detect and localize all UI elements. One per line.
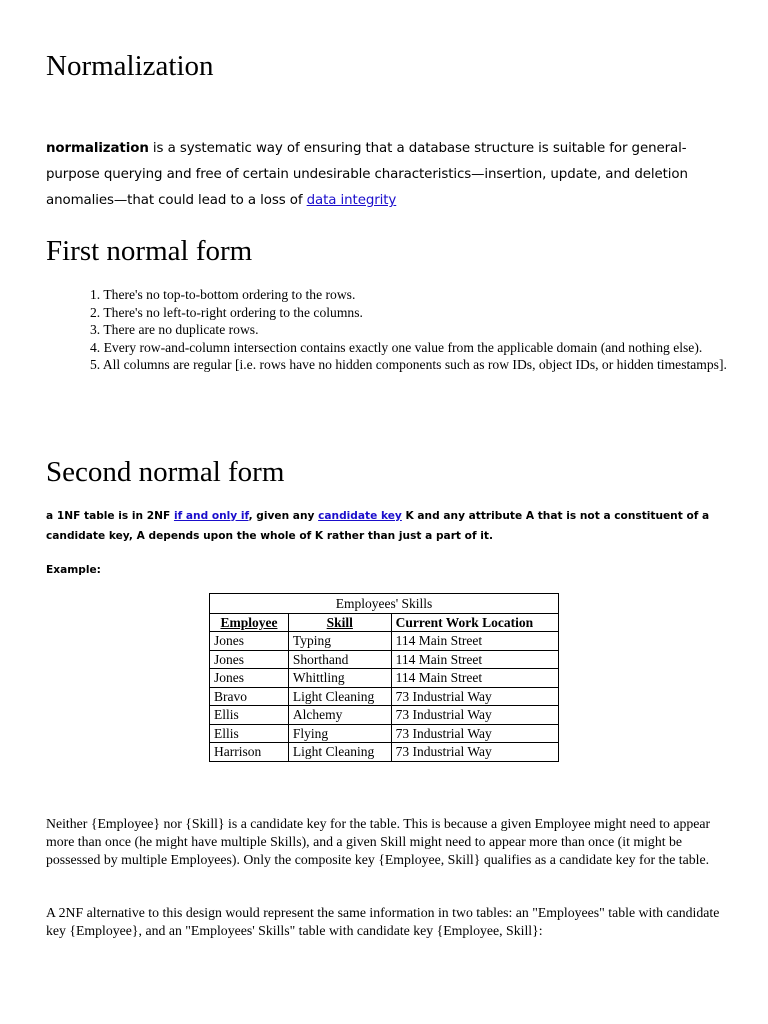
second-nf-alternative-paragraph: A 2NF alternative to this design would represent the same information in two tables: an "Employees" table with candidate key {Employee}, and an "Employees' Skills" table with candidate key {Employee, Skill}:	[46, 905, 720, 938]
column-header-location: Current Work Location	[391, 613, 558, 632]
employee-cell: Jones	[210, 669, 289, 688]
rule-item: 2. There's no left-to-right ordering to the columns.	[90, 304, 363, 320]
second-normal-form-heading: Second normal form	[46, 456, 285, 488]
intro-term: normalization	[46, 141, 149, 156]
employee-cell: Jones	[210, 650, 289, 669]
candidate-key-explanation: Neither {Employee} nor {Skill} is a candidate key for the table. This is because a given Employee might need to appear more than once (he might have multiple Skills), and a given Skill might need to appear more than once (it might be possessed by multiple Employees). Only the composite key {Employee, Skill} qualifies as a candidate key for the table.	[46, 816, 711, 867]
rule-item: 3. There are no duplicate rows.	[90, 322, 259, 337]
table-row	[210, 687, 559, 706]
employee-cell: Jones	[210, 632, 289, 651]
skill-cell: Light Cleaning	[288, 687, 391, 706]
skill-cell: Light Cleaning	[288, 743, 391, 762]
rule-item: 1. There's no top-to-bottom ordering to the rows.	[90, 287, 356, 302]
first-normal-form-heading: First normal form	[46, 235, 253, 267]
employee-cell: Ellis	[210, 706, 289, 725]
def-text-1: a 1NF table is in 2NF	[46, 510, 174, 522]
second-normal-form-definition	[46, 507, 736, 546]
table-row	[210, 669, 559, 688]
skill-cell: Alchemy	[288, 706, 391, 725]
table-row	[210, 706, 559, 725]
column-header-employee: Employee	[210, 613, 289, 632]
table-caption: Employees' Skills	[209, 593, 559, 613]
skill-cell: Flying	[288, 724, 391, 743]
if-and-only-if-link[interactable]: if and only if	[173, 510, 249, 522]
location-cell: 73 Industrial Way	[391, 706, 558, 725]
def-text-3: K and any attribute A that is not a constituent of a candidate key, A depends upon the whole of K rather than just a part of it.	[46, 510, 710, 542]
def-text-2: , given any	[248, 510, 319, 522]
rule-item: 4. Every row-and-column intersection contains exactly one value from the applicable domain (and nothing else).	[90, 339, 703, 355]
employee-cell: Harrison	[210, 743, 289, 762]
table-row	[210, 724, 559, 743]
location-cell: 114 Main Street	[391, 669, 558, 688]
employee-cell: Ellis	[210, 724, 289, 743]
table-row	[210, 743, 559, 762]
location-cell: 73 Industrial Way	[391, 687, 558, 706]
first-normal-form-rules	[90, 286, 730, 374]
table-header-row	[210, 613, 559, 632]
page-title: Normalization	[46, 50, 214, 82]
intro-text: is a systematic way of ensuring that a database structure is suitable for general-purpose querying and free of certain undesirable characteristics—insertion, update, and deletion anomalies—that could lead to a loss of	[46, 141, 688, 208]
rule-item: 5. All columns are regular [i.e. rows have no hidden components such as row IDs, object IDs, or hidden timestamps].	[90, 357, 727, 372]
example-label: Example:	[46, 564, 101, 576]
skill-cell: Whittling	[288, 669, 391, 688]
location-cell: 73 Industrial Way	[391, 743, 558, 762]
employee-cell: Bravo	[210, 687, 289, 706]
data-integrity-link[interactable]: data integrity	[306, 193, 397, 208]
employees-skills-table	[209, 593, 559, 762]
location-cell: 73 Industrial Way	[391, 724, 558, 743]
candidate-key-link[interactable]: candidate key	[318, 510, 402, 522]
table-row	[210, 632, 559, 651]
location-cell: 114 Main Street	[391, 650, 558, 669]
skill-cell: Shorthand	[288, 650, 391, 669]
intro-paragraph	[46, 136, 736, 214]
location-cell: 114 Main Street	[391, 632, 558, 651]
skill-cell: Typing	[288, 632, 391, 651]
table-row	[210, 650, 559, 669]
column-header-skill: Skill	[288, 613, 391, 632]
